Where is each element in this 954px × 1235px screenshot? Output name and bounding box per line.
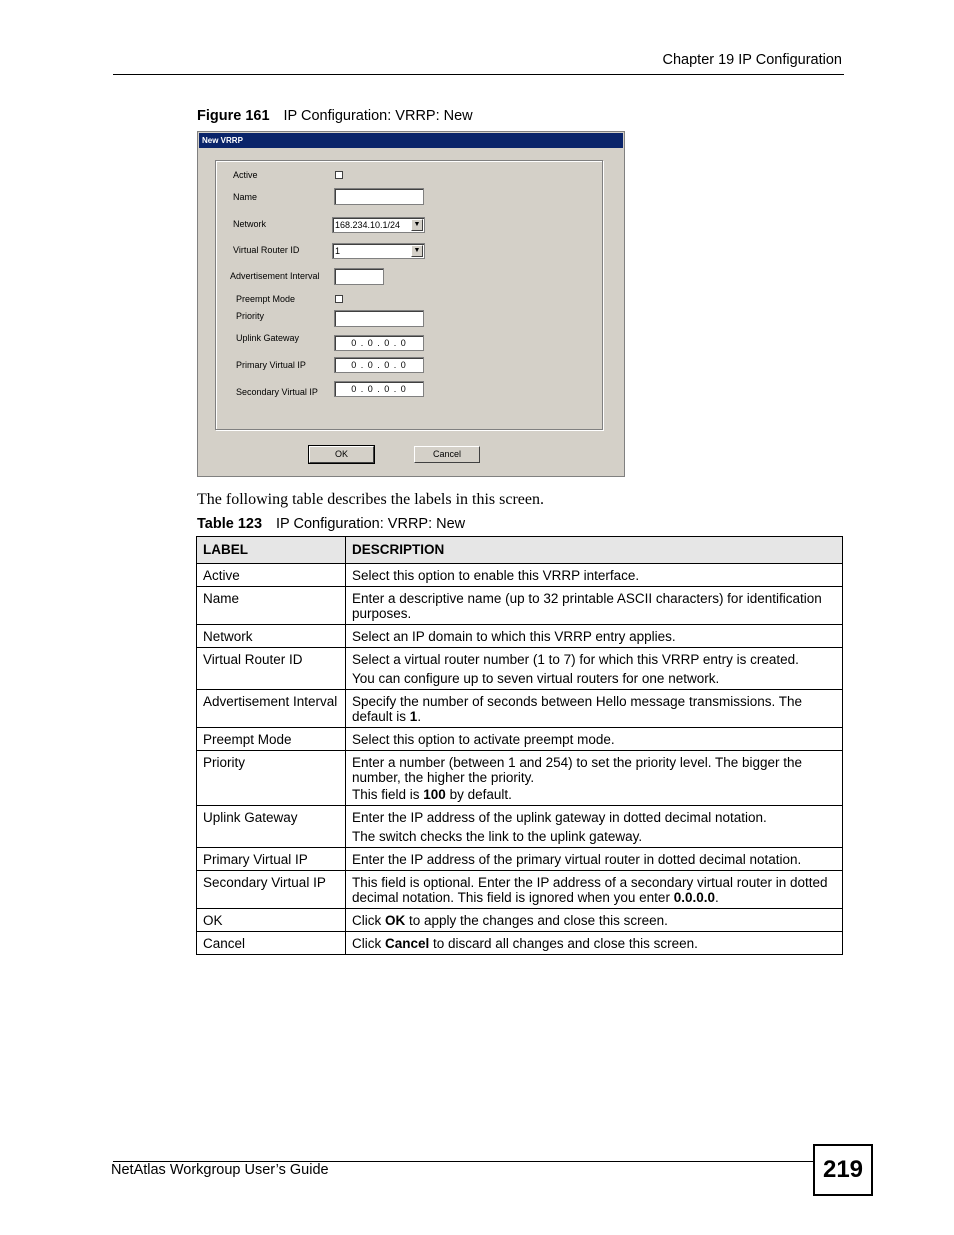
header-rule [113, 74, 844, 75]
row-label: Preempt Mode [197, 728, 346, 751]
page-number: 219 [813, 1144, 873, 1196]
row-description [346, 871, 843, 909]
row-description [346, 932, 843, 955]
row-label: Advertisement Interval [197, 690, 346, 728]
desc-text: to discard all changes and close this screen. [429, 936, 698, 951]
row-label: OK [197, 909, 346, 932]
desc-text: This field is optional. Enter the IP address of a secondary virtual router in dotted decimal notation. This field is ignored when you enter [352, 875, 828, 905]
virtual-router-id-label: Virtual Router ID [233, 245, 300, 255]
row-description: Select an IP domain to which this VRRP entry applies. [346, 625, 843, 648]
chevron-down-icon[interactable]: ▼ [411, 245, 423, 257]
desc-bold: Cancel [385, 936, 430, 951]
row-description: Enter a descriptive name (up to 32 printable ASCII characters) for identification purposes. [346, 587, 843, 625]
desc-bold: OK [385, 913, 406, 928]
intro-text: The following table describes the labels in this screen. [197, 491, 545, 508]
adv-interval-label: Advertisement Interval [230, 271, 320, 281]
table-row [197, 648, 843, 690]
table-row [197, 625, 843, 648]
cancel-button[interactable]: Cancel [414, 446, 480, 463]
network-label: Network [233, 219, 267, 229]
figure-caption [197, 108, 473, 124]
row-description [346, 690, 843, 728]
preempt-mode-checkbox[interactable] [335, 295, 343, 303]
desc-text: . [714, 890, 719, 905]
description-column-header: DESCRIPTION [346, 537, 843, 564]
figure-number: Figure 161 [197, 108, 270, 124]
desc-text: Specify the number of seconds between Hello message transmissions. The default is [352, 694, 802, 724]
desc-text: Click [352, 913, 385, 928]
row-description [346, 909, 843, 932]
table-row [197, 848, 843, 871]
row-label: Network [197, 625, 346, 648]
table-header-row [197, 537, 843, 564]
uplink-gateway-input[interactable]: 0 . 0 . 0 . 0 [334, 335, 424, 351]
row-label: Primary Virtual IP [197, 848, 346, 871]
row-label: Active [197, 564, 346, 587]
name-label: Name [233, 192, 258, 202]
label-description-table [196, 536, 843, 955]
priority-label: Priority [236, 311, 265, 321]
priority-input[interactable] [334, 310, 424, 327]
row-label: Virtual Router ID [197, 648, 346, 690]
table-row [197, 909, 843, 932]
active-label: Active [233, 170, 258, 180]
vrrp-dialog [197, 131, 625, 477]
table-row [197, 871, 843, 909]
table-row [197, 932, 843, 955]
active-checkbox[interactable] [335, 171, 343, 179]
row-label: Uplink Gateway [197, 806, 346, 848]
guide-title: NetAtlas Workgroup User’s Guide [111, 1162, 329, 1178]
desc-text: to apply the changes and close this screen. [405, 913, 668, 928]
row-description-para [352, 787, 836, 802]
table-title: IP Configuration: VRRP: New [276, 516, 466, 532]
row-description: Select this option to activate preempt mode. [346, 728, 843, 751]
desc-text: . [417, 709, 422, 724]
row-description: Select this option to enable this VRRP interface. [346, 564, 843, 587]
desc-text: Click [352, 936, 385, 951]
row-description-para: The switch checks the link to the uplink gateway. [352, 829, 643, 844]
row-label: Name [197, 587, 346, 625]
chevron-down-icon[interactable]: ▼ [411, 219, 423, 231]
row-description [346, 751, 843, 806]
row-description: Enter the IP address of the primary virtual router in dotted decimal notation. [346, 848, 843, 871]
desc-text: This field is [352, 787, 424, 802]
ok-button[interactable]: OK [309, 446, 374, 463]
table-row [197, 587, 843, 625]
table-row [197, 564, 843, 587]
desc-bold: 0.0.0.0 [673, 890, 715, 905]
virtual-router-id-select[interactable] [332, 243, 425, 259]
desc-text: by default. [445, 787, 512, 802]
virtual-router-id-value: 1 [335, 246, 341, 256]
row-label: Cancel [197, 932, 346, 955]
row-description-para: Select a virtual router number (1 to 7) for which this VRRP entry is created. [352, 652, 799, 667]
row-description-para: Enter a number (between 1 and 254) to set the priority level. The bigger the number, the higher the priority. [352, 755, 803, 785]
table-row [197, 806, 843, 848]
dialog-title-bar: New VRRP [199, 133, 623, 148]
row-description-para: Enter the IP address of the uplink gateway in dotted decimal notation. [352, 810, 767, 825]
row-description [346, 806, 843, 848]
uplink-gateway-label: Uplink Gateway [236, 333, 300, 343]
row-description-para: You can configure up to seven virtual routers for one network. [352, 671, 720, 686]
table-row [197, 751, 843, 806]
table-row [197, 728, 843, 751]
name-input[interactable] [334, 188, 424, 205]
desc-bold: 100 [423, 787, 446, 802]
chapter-header: Chapter 19 IP Configuration [662, 52, 842, 68]
figure-title: IP Configuration: VRRP: New [283, 108, 473, 124]
row-label: Priority [197, 751, 346, 806]
table-number: Table 123 [197, 516, 263, 532]
primary-vip-input[interactable]: 0 . 0 . 0 . 0 [334, 357, 424, 373]
adv-interval-input[interactable] [334, 268, 384, 285]
table-row [197, 690, 843, 728]
secondary-vip-input[interactable]: 0 . 0 . 0 . 0 [334, 381, 424, 397]
row-description [346, 648, 843, 690]
label-column-header: LABEL [197, 537, 346, 564]
network-value: 168.234.10.1/24 [335, 220, 401, 230]
preempt-mode-label: Preempt Mode [236, 294, 296, 304]
row-label: Secondary Virtual IP [197, 871, 346, 909]
network-select[interactable] [332, 217, 425, 233]
primary-vip-label: Primary Virtual IP [236, 360, 306, 370]
table-caption [197, 516, 465, 532]
desc-bold: 1 [409, 709, 418, 724]
secondary-vip-label: Secondary Virtual IP [236, 387, 318, 397]
